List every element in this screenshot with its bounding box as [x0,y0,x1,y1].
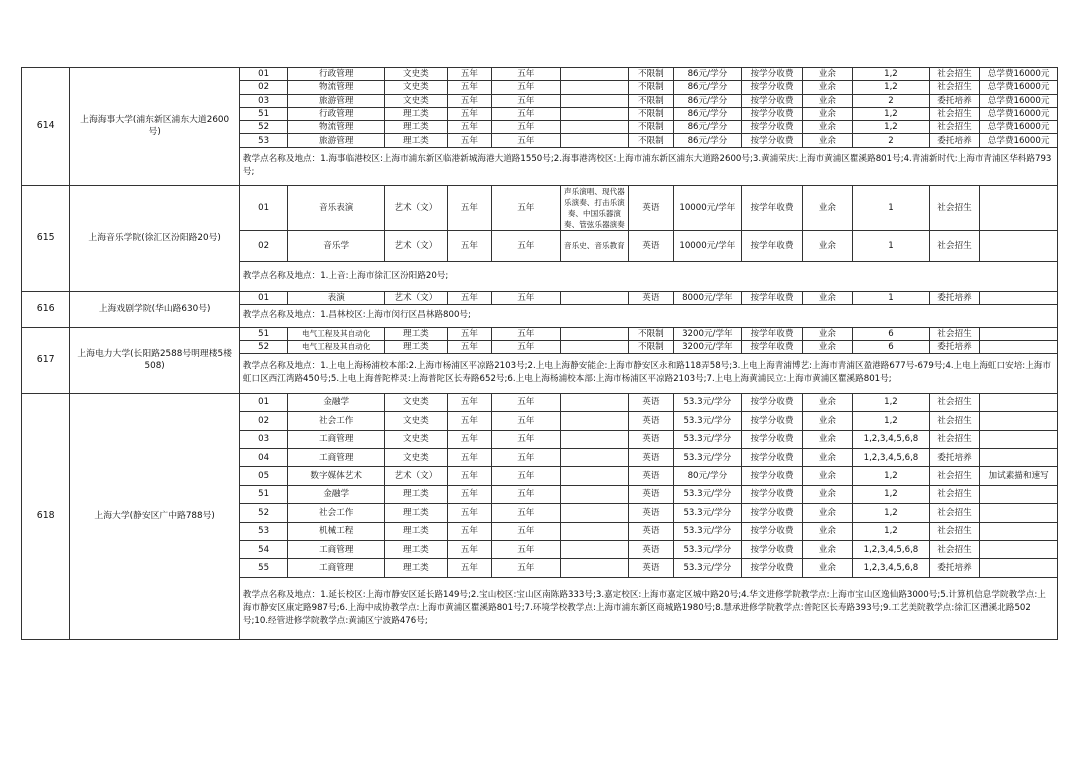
cell-code: 02 [239,412,287,430]
cell-mode: 委托培养 [929,94,979,107]
teaching-locations: 教学点名称及地点：1.上电上海杨浦校本部:2.上海市杨浦区平凉路2103号;2.上电上海静安能企:上海市静安区永和路118弄58号;3.上电上海青浦博艺:上海市青浦区盈港路677号-679号;4.上电上海虹口安培:上海市虹口区西江湾路450号;5.上电上海普陀桦灵:上海普陀区长寿路652号;6.上电上海杨浦校本部:上海市杨浦区平凉路2103号;7.上电上海黄浦民立:上海市黄浦区瞿溪路801号; [239,353,1057,393]
cell-plan: 1,2 [853,504,930,522]
cell-duration: 五年 [447,467,491,485]
cell-fee-type: 按学分收费 [742,121,803,134]
cell-plan: 1,2,3,4,5,6,8 [853,448,930,466]
cell-major: 音乐学 [288,230,385,261]
cell-duration: 五年 [447,81,491,94]
cell-years: 五年 [492,540,561,558]
cell-mode: 社会招生 [929,540,979,558]
cell-major: 工商管理 [288,540,385,558]
cell-fee-type: 按学年收费 [742,291,803,304]
cell-major: 表演 [288,291,385,304]
cell-category: 理工类 [385,121,448,134]
cell-major: 数字媒体艺术 [288,467,385,485]
cell-exam: 英语 [629,448,673,466]
cell-major: 物流管理 [288,121,385,134]
cell-exam: 不限制 [629,94,673,107]
cell-code: 01 [239,185,287,230]
cell-fee-type: 按学分收费 [742,94,803,107]
cell-fee-type: 按学分收费 [742,540,803,558]
cell-fee: 86元/学分 [673,94,742,107]
cell-fee-type: 按学分收费 [742,412,803,430]
cell-form: 业余 [802,522,852,540]
cell-form: 业余 [802,504,852,522]
cell-mode: 社会招生 [929,327,979,340]
cell-exam: 不限制 [629,340,673,353]
cell-plan: 2 [853,134,930,147]
cell-note: 总学费16000元 [980,121,1058,134]
school-name: 上海戏剧学院(华山路630号) [70,291,239,327]
cell-plan: 1,2 [853,393,930,411]
cell-direction [560,504,629,522]
cell-fee: 86元/学分 [673,121,742,134]
cell-code: 52 [239,340,287,353]
cell-code: 54 [239,540,287,558]
cell-note [980,393,1058,411]
cell-mode: 社会招生 [929,504,979,522]
cell-direction [560,81,629,94]
cell-exam: 不限制 [629,68,673,81]
school-code: 615 [22,185,70,291]
cell-direction: 声乐演唱、现代器乐演奏、打击乐演奏、中国乐器演奏、管弦乐器演奏 [560,185,629,230]
cell-form: 业余 [802,393,852,411]
cell-category: 理工类 [385,340,448,353]
cell-note [980,291,1058,304]
cell-code: 51 [239,327,287,340]
cell-duration: 五年 [447,393,491,411]
cell-exam: 英语 [629,412,673,430]
cell-duration: 五年 [447,134,491,147]
cell-major: 社会工作 [288,412,385,430]
cell-mode: 委托培养 [929,340,979,353]
cell-fee: 53.3元/学分 [673,485,742,503]
cell-form: 业余 [802,68,852,81]
cell-years: 五年 [492,134,561,147]
cell-mode: 社会招生 [929,485,979,503]
cell-direction [560,121,629,134]
cell-category: 艺术（文） [385,291,448,304]
cell-years: 五年 [492,121,561,134]
cell-category: 艺术（文） [385,230,448,261]
cell-years: 五年 [492,430,561,448]
cell-direction [560,522,629,540]
cell-form: 业余 [802,485,852,503]
cell-note: 总学费16000元 [980,134,1058,147]
cell-direction [560,68,629,81]
cell-exam: 不限制 [629,107,673,120]
cell-code: 04 [239,448,287,466]
cell-note [980,340,1058,353]
cell-direction [560,467,629,485]
school-code: 617 [22,327,70,393]
cell-major: 工商管理 [288,559,385,577]
cell-mode: 社会招生 [929,430,979,448]
cell-form: 业余 [802,81,852,94]
cell-fee: 53.3元/学分 [673,448,742,466]
cell-code: 03 [239,94,287,107]
cell-fee: 10000元/学年 [673,185,742,230]
cell-code: 52 [239,121,287,134]
cell-fee: 53.3元/学分 [673,393,742,411]
school-name: 上海音乐学院(徐汇区汾阳路20号) [70,185,239,291]
cell-note [980,504,1058,522]
cell-code: 51 [239,107,287,120]
cell-fee-type: 按学分收费 [742,467,803,485]
cell-category: 理工类 [385,504,448,522]
cell-plan: 1,2 [853,107,930,120]
cell-category: 文史类 [385,430,448,448]
cell-form: 业余 [802,107,852,120]
cell-plan: 1 [853,230,930,261]
cell-mode: 社会招生 [929,467,979,485]
cell-fee: 53.3元/学分 [673,412,742,430]
cell-note: 总学费16000元 [980,68,1058,81]
cell-exam: 英语 [629,467,673,485]
school-code: 618 [22,393,70,639]
school-name: 上海大学(静安区广中路788号) [70,393,239,639]
cell-note: 总学费16000元 [980,94,1058,107]
cell-years: 五年 [492,94,561,107]
cell-fee: 53.3元/学分 [673,504,742,522]
cell-code: 02 [239,230,287,261]
cell-form: 业余 [802,185,852,230]
cell-direction [560,94,629,107]
cell-plan: 1,2,3,4,5,6,8 [853,540,930,558]
school-code: 616 [22,291,70,327]
cell-years: 五年 [492,522,561,540]
program-row [22,185,1058,230]
cell-direction: 音乐史、音乐教育 [560,230,629,261]
cell-duration: 五年 [447,485,491,503]
cell-direction [560,485,629,503]
cell-plan: 2 [853,94,930,107]
cell-duration: 五年 [447,230,491,261]
cell-years: 五年 [492,485,561,503]
cell-years: 五年 [492,81,561,94]
cell-category: 理工类 [385,107,448,120]
cell-years: 五年 [492,185,561,230]
cell-duration: 五年 [447,94,491,107]
cell-years: 五年 [492,393,561,411]
cell-code: 02 [239,81,287,94]
cell-fee-type: 按学年收费 [742,340,803,353]
teaching-locations: 教学点名称及地点：1.昌林校区:上海市闵行区昌林路800号; [239,304,1057,327]
cell-major: 金融学 [288,393,385,411]
cell-category: 文史类 [385,94,448,107]
cell-form: 业余 [802,291,852,304]
cell-category: 艺术（文） [385,185,448,230]
cell-fee-type: 按学分收费 [742,485,803,503]
cell-note: 加试素描和速写 [980,467,1058,485]
cell-code: 53 [239,522,287,540]
cell-code: 03 [239,430,287,448]
cell-code: 01 [239,68,287,81]
cell-exam: 不限制 [629,121,673,134]
cell-mode: 社会招生 [929,68,979,81]
cell-note [980,559,1058,577]
cell-plan: 1,2,3,4,5,6,8 [853,559,930,577]
cell-duration: 五年 [447,185,491,230]
cell-plan: 6 [853,327,930,340]
cell-fee: 86元/学分 [673,134,742,147]
cell-exam: 英语 [629,430,673,448]
cell-note [980,522,1058,540]
program-table [21,67,1058,640]
cell-code: 01 [239,291,287,304]
cell-major: 旅游管理 [288,94,385,107]
cell-major: 行政管理 [288,68,385,81]
cell-duration: 五年 [447,327,491,340]
cell-category: 文史类 [385,81,448,94]
cell-plan: 1,2 [853,485,930,503]
cell-category: 文史类 [385,393,448,411]
cell-form: 业余 [802,430,852,448]
cell-exam: 英语 [629,230,673,261]
cell-years: 五年 [492,340,561,353]
cell-direction [560,327,629,340]
cell-exam: 英语 [629,504,673,522]
cell-fee-type: 按学分收费 [742,522,803,540]
cell-duration: 五年 [447,121,491,134]
cell-note [980,327,1058,340]
cell-plan: 1,2 [853,121,930,134]
cell-category: 理工类 [385,540,448,558]
cell-exam: 英语 [629,559,673,577]
cell-fee-type: 按学分收费 [742,504,803,522]
cell-plan: 1 [853,291,930,304]
cell-fee-type: 按学分收费 [742,393,803,411]
cell-years: 五年 [492,467,561,485]
cell-fee: 86元/学分 [673,68,742,81]
school-code: 614 [22,68,70,186]
cell-fee: 86元/学分 [673,107,742,120]
cell-direction [560,107,629,120]
cell-years: 五年 [492,230,561,261]
cell-mode: 委托培养 [929,291,979,304]
cell-note: 总学费16000元 [980,81,1058,94]
cell-years: 五年 [492,504,561,522]
cell-fee: 10000元/学年 [673,230,742,261]
cell-years: 五年 [492,412,561,430]
cell-major: 金融学 [288,485,385,503]
cell-fee: 8000元/学年 [673,291,742,304]
cell-form: 业余 [802,559,852,577]
cell-fee-type: 按学分收费 [742,134,803,147]
program-row [22,393,1058,411]
cell-note [980,448,1058,466]
school-name: 上海电力大学(长阳路2588号明理楼5楼508) [70,327,239,393]
cell-note: 总学费16000元 [980,107,1058,120]
cell-category: 理工类 [385,485,448,503]
cell-form: 业余 [802,94,852,107]
cell-form: 业余 [802,448,852,466]
cell-exam: 不限制 [629,81,673,94]
cell-duration: 五年 [447,540,491,558]
cell-major: 工商管理 [288,430,385,448]
cell-plan: 1,2 [853,522,930,540]
cell-code: 52 [239,504,287,522]
cell-duration: 五年 [447,504,491,522]
cell-fee-type: 按学年收费 [742,185,803,230]
cell-fee: 3200元/学年 [673,340,742,353]
cell-form: 业余 [802,412,852,430]
cell-direction [560,291,629,304]
cell-note [980,230,1058,261]
cell-plan: 1 [853,185,930,230]
cell-mode: 社会招生 [929,81,979,94]
cell-code: 01 [239,393,287,411]
cell-category: 理工类 [385,134,448,147]
cell-exam: 英语 [629,485,673,503]
cell-exam: 英语 [629,522,673,540]
cell-mode: 社会招生 [929,230,979,261]
cell-code: 55 [239,559,287,577]
cell-fee: 3200元/学年 [673,327,742,340]
cell-fee: 86元/学分 [673,81,742,94]
cell-mode: 社会招生 [929,522,979,540]
cell-category: 文史类 [385,68,448,81]
cell-exam: 不限制 [629,327,673,340]
cell-form: 业余 [802,121,852,134]
cell-major: 旅游管理 [288,134,385,147]
cell-plan: 6 [853,340,930,353]
cell-mode: 社会招生 [929,412,979,430]
cell-code: 53 [239,134,287,147]
cell-duration: 五年 [447,107,491,120]
cell-duration: 五年 [447,559,491,577]
enrollment-document [21,67,1058,640]
cell-direction [560,430,629,448]
cell-years: 五年 [492,327,561,340]
cell-duration: 五年 [447,522,491,540]
cell-years: 五年 [492,291,561,304]
cell-form: 业余 [802,134,852,147]
cell-fee: 53.3元/学分 [673,430,742,448]
cell-years: 五年 [492,107,561,120]
cell-plan: 1,2 [853,68,930,81]
cell-major: 机械工程 [288,522,385,540]
cell-form: 业余 [802,540,852,558]
cell-fee-type: 按学分收费 [742,107,803,120]
cell-category: 文史类 [385,412,448,430]
cell-years: 五年 [492,448,561,466]
cell-duration: 五年 [447,430,491,448]
cell-fee-type: 按学年收费 [742,327,803,340]
cell-major: 工商管理 [288,448,385,466]
cell-direction [560,134,629,147]
cell-fee-type: 按学分收费 [742,81,803,94]
cell-major: 社会工作 [288,504,385,522]
cell-category: 理工类 [385,327,448,340]
cell-mode: 委托培养 [929,448,979,466]
cell-form: 业余 [802,327,852,340]
cell-note [980,412,1058,430]
cell-direction [560,540,629,558]
cell-duration: 五年 [447,340,491,353]
cell-fee: 80元/学分 [673,467,742,485]
cell-exam: 英语 [629,393,673,411]
cell-direction [560,340,629,353]
cell-category: 文史类 [385,448,448,466]
program-row [22,327,1058,340]
cell-major: 物流管理 [288,81,385,94]
cell-fee-type: 按学年收费 [742,230,803,261]
cell-direction [560,448,629,466]
cell-category: 理工类 [385,559,448,577]
cell-major: 电气工程及其自动化 [288,340,385,353]
teaching-locations: 教学点名称及地点：1.上音:上海市徐汇区汾阳路20号; [239,261,1057,291]
cell-major: 音乐表演 [288,185,385,230]
cell-direction [560,393,629,411]
cell-note [980,185,1058,230]
teaching-locations: 教学点名称及地点：1.延长校区:上海市静安区延长路149号;2.宝山校区:宝山区南陈路333号;3.嘉定校区:上海市嘉定区城中路20号;4.华文进修学院教学点:上海市宝山区逸仙路3000号;5.计算机信息学院教学点:上海市静安区康定路987号;6.上海中成协教学点:上海市黄浦区瞿溪路801号;7.环境学校教学点:上海市浦东新区商城路1980号;8.慧承进修学院教学点:普陀区长寿路393号;9.工艺美院教学点:徐汇区漕溪北路502号;10.经管进修学院教学点:黄浦区宁波路476号; [239,577,1057,639]
cell-fee: 53.3元/学分 [673,540,742,558]
cell-note [980,430,1058,448]
cell-mode: 委托培养 [929,134,979,147]
cell-years: 五年 [492,68,561,81]
cell-exam: 英语 [629,540,673,558]
teaching-locations: 教学点名称及地点：1.海事临港校区:上海市浦东新区临港新城海港大道路1550号;2.海事港湾校区:上海市浦东新区浦东大道路2600号;3.黄浦荣庆:上海市黄浦区瞿溪路801号;4.青浦新时代:上海市青浦区华科路793号; [239,147,1057,185]
cell-fee-type: 按学分收费 [742,559,803,577]
cell-fee-type: 按学分收费 [742,430,803,448]
cell-exam: 不限制 [629,134,673,147]
cell-plan: 1,2 [853,412,930,430]
cell-direction [560,559,629,577]
cell-years: 五年 [492,559,561,577]
cell-note [980,485,1058,503]
cell-plan: 1,2,3,4,5,6,8 [853,430,930,448]
cell-plan: 1,2 [853,467,930,485]
cell-form: 业余 [802,467,852,485]
cell-direction [560,412,629,430]
cell-mode: 社会招生 [929,121,979,134]
program-row [22,291,1058,304]
cell-category: 艺术（文） [385,467,448,485]
cell-form: 业余 [802,230,852,261]
cell-duration: 五年 [447,68,491,81]
cell-major: 行政管理 [288,107,385,120]
school-name: 上海海事大学(浦东新区浦东大道2600号) [70,68,239,186]
cell-fee: 53.3元/学分 [673,559,742,577]
cell-exam: 英语 [629,291,673,304]
cell-mode: 委托培养 [929,559,979,577]
cell-mode: 社会招生 [929,185,979,230]
cell-form: 业余 [802,340,852,353]
cell-duration: 五年 [447,412,491,430]
cell-duration: 五年 [447,291,491,304]
cell-plan: 1,2 [853,81,930,94]
cell-fee-type: 按学分收费 [742,68,803,81]
cell-fee: 53.3元/学分 [673,522,742,540]
cell-code: 51 [239,485,287,503]
program-row [22,68,1058,81]
cell-exam: 英语 [629,185,673,230]
cell-major: 电气工程及其自动化 [288,327,385,340]
cell-note [980,540,1058,558]
cell-mode: 社会招生 [929,107,979,120]
cell-mode: 社会招生 [929,393,979,411]
cell-category: 理工类 [385,522,448,540]
cell-code: 05 [239,467,287,485]
cell-duration: 五年 [447,448,491,466]
cell-fee-type: 按学分收费 [742,448,803,466]
